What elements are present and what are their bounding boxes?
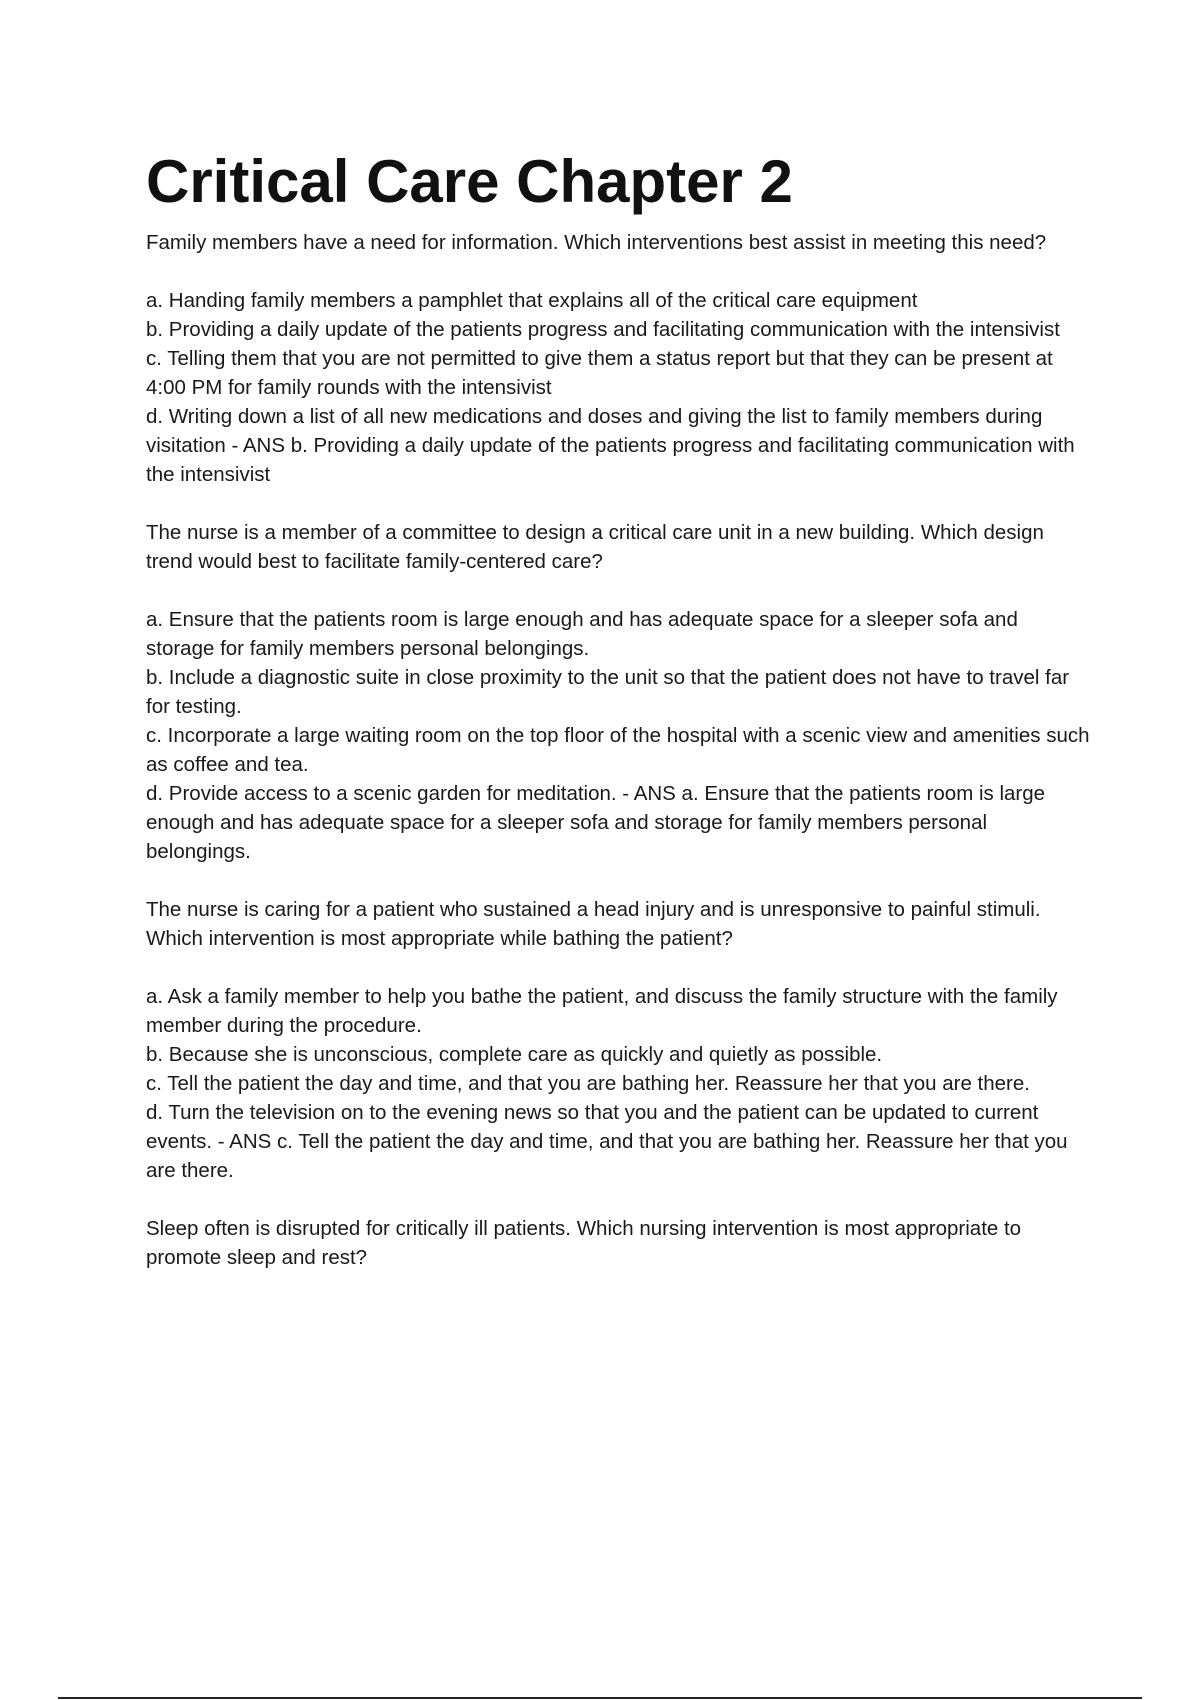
question-text: Family members have a need for information. Which interventions best assist in meeting this need? <box>146 231 1047 254</box>
answer-option: d. Provide access to a scenic garden for meditation. - ANS a. Ensure that the patients room is large enough and has adequate space for a sleeper sofa and storage for family members personal belongings. <box>146 782 1046 863</box>
question-text: The nurse is caring for a patient who sustained a head injury and is unresponsive to painful stimuli. Which intervention is most appropriate while bathing the patient? <box>146 898 1041 950</box>
answer-option: d. Turn the television on to the evening news so that you and the patient can be updated to current events. - ANS c. Tell the patient the day and time, and that you are bathing her. Reassure her that you are there. <box>146 1101 1068 1182</box>
document-content <box>146 148 1091 1301</box>
question-text: Sleep often is disrupted for critically ill patients. Which nursing intervention is most appropriate to promote sleep and rest? <box>146 1217 1022 1269</box>
question-block <box>146 895 1091 1185</box>
answer-option: b. Include a diagnostic suite in close proximity to the unit so that the patient does not have to travel far for testing. <box>146 666 1070 718</box>
answer-option: d. Writing down a list of all new medications and doses and giving the list to family members during visitation - ANS b. Providing a daily update of the patients progress and facilitating communication with the intensivist <box>146 405 1075 486</box>
answer-option: b. Because she is unconscious, complete care as quickly and quietly as possible. <box>146 1043 883 1066</box>
question-text: The nurse is a member of a committee to design a critical care unit in a new building. Which design trend would best to facilitate family-centered care? <box>146 521 1044 573</box>
page-bottom-rule <box>58 1697 1142 1699</box>
answer-option: c. Tell the patient the day and time, and that you are bathing her. Reassure her that you are there. <box>146 1072 1030 1095</box>
question-block <box>146 228 1091 489</box>
answer-option: a. Ask a family member to help you bathe the patient, and discuss the family structure with the family member during the procedure. <box>146 985 1058 1037</box>
answer-option: c. Telling them that you are not permitted to give them a status report but that they can be present at 4:00 PM for family rounds with the intensivist <box>146 347 1053 399</box>
answer-option: b. Providing a daily update of the patients progress and facilitating communication with the intensivist <box>146 318 1060 341</box>
answer-option: c. Incorporate a large waiting room on the top floor of the hospital with a scenic view and amenities such as coffee and tea. <box>146 724 1090 776</box>
page-title: Critical Care Chapter 2 <box>146 148 793 215</box>
question-block <box>146 1214 1091 1272</box>
answer-option: a. Handing family members a pamphlet that explains all of the critical care equipment <box>146 289 918 312</box>
question-block <box>146 518 1091 866</box>
answer-option: a. Ensure that the patients room is large enough and has adequate space for a sleeper sofa and storage for family members personal belongings. <box>146 608 1018 660</box>
